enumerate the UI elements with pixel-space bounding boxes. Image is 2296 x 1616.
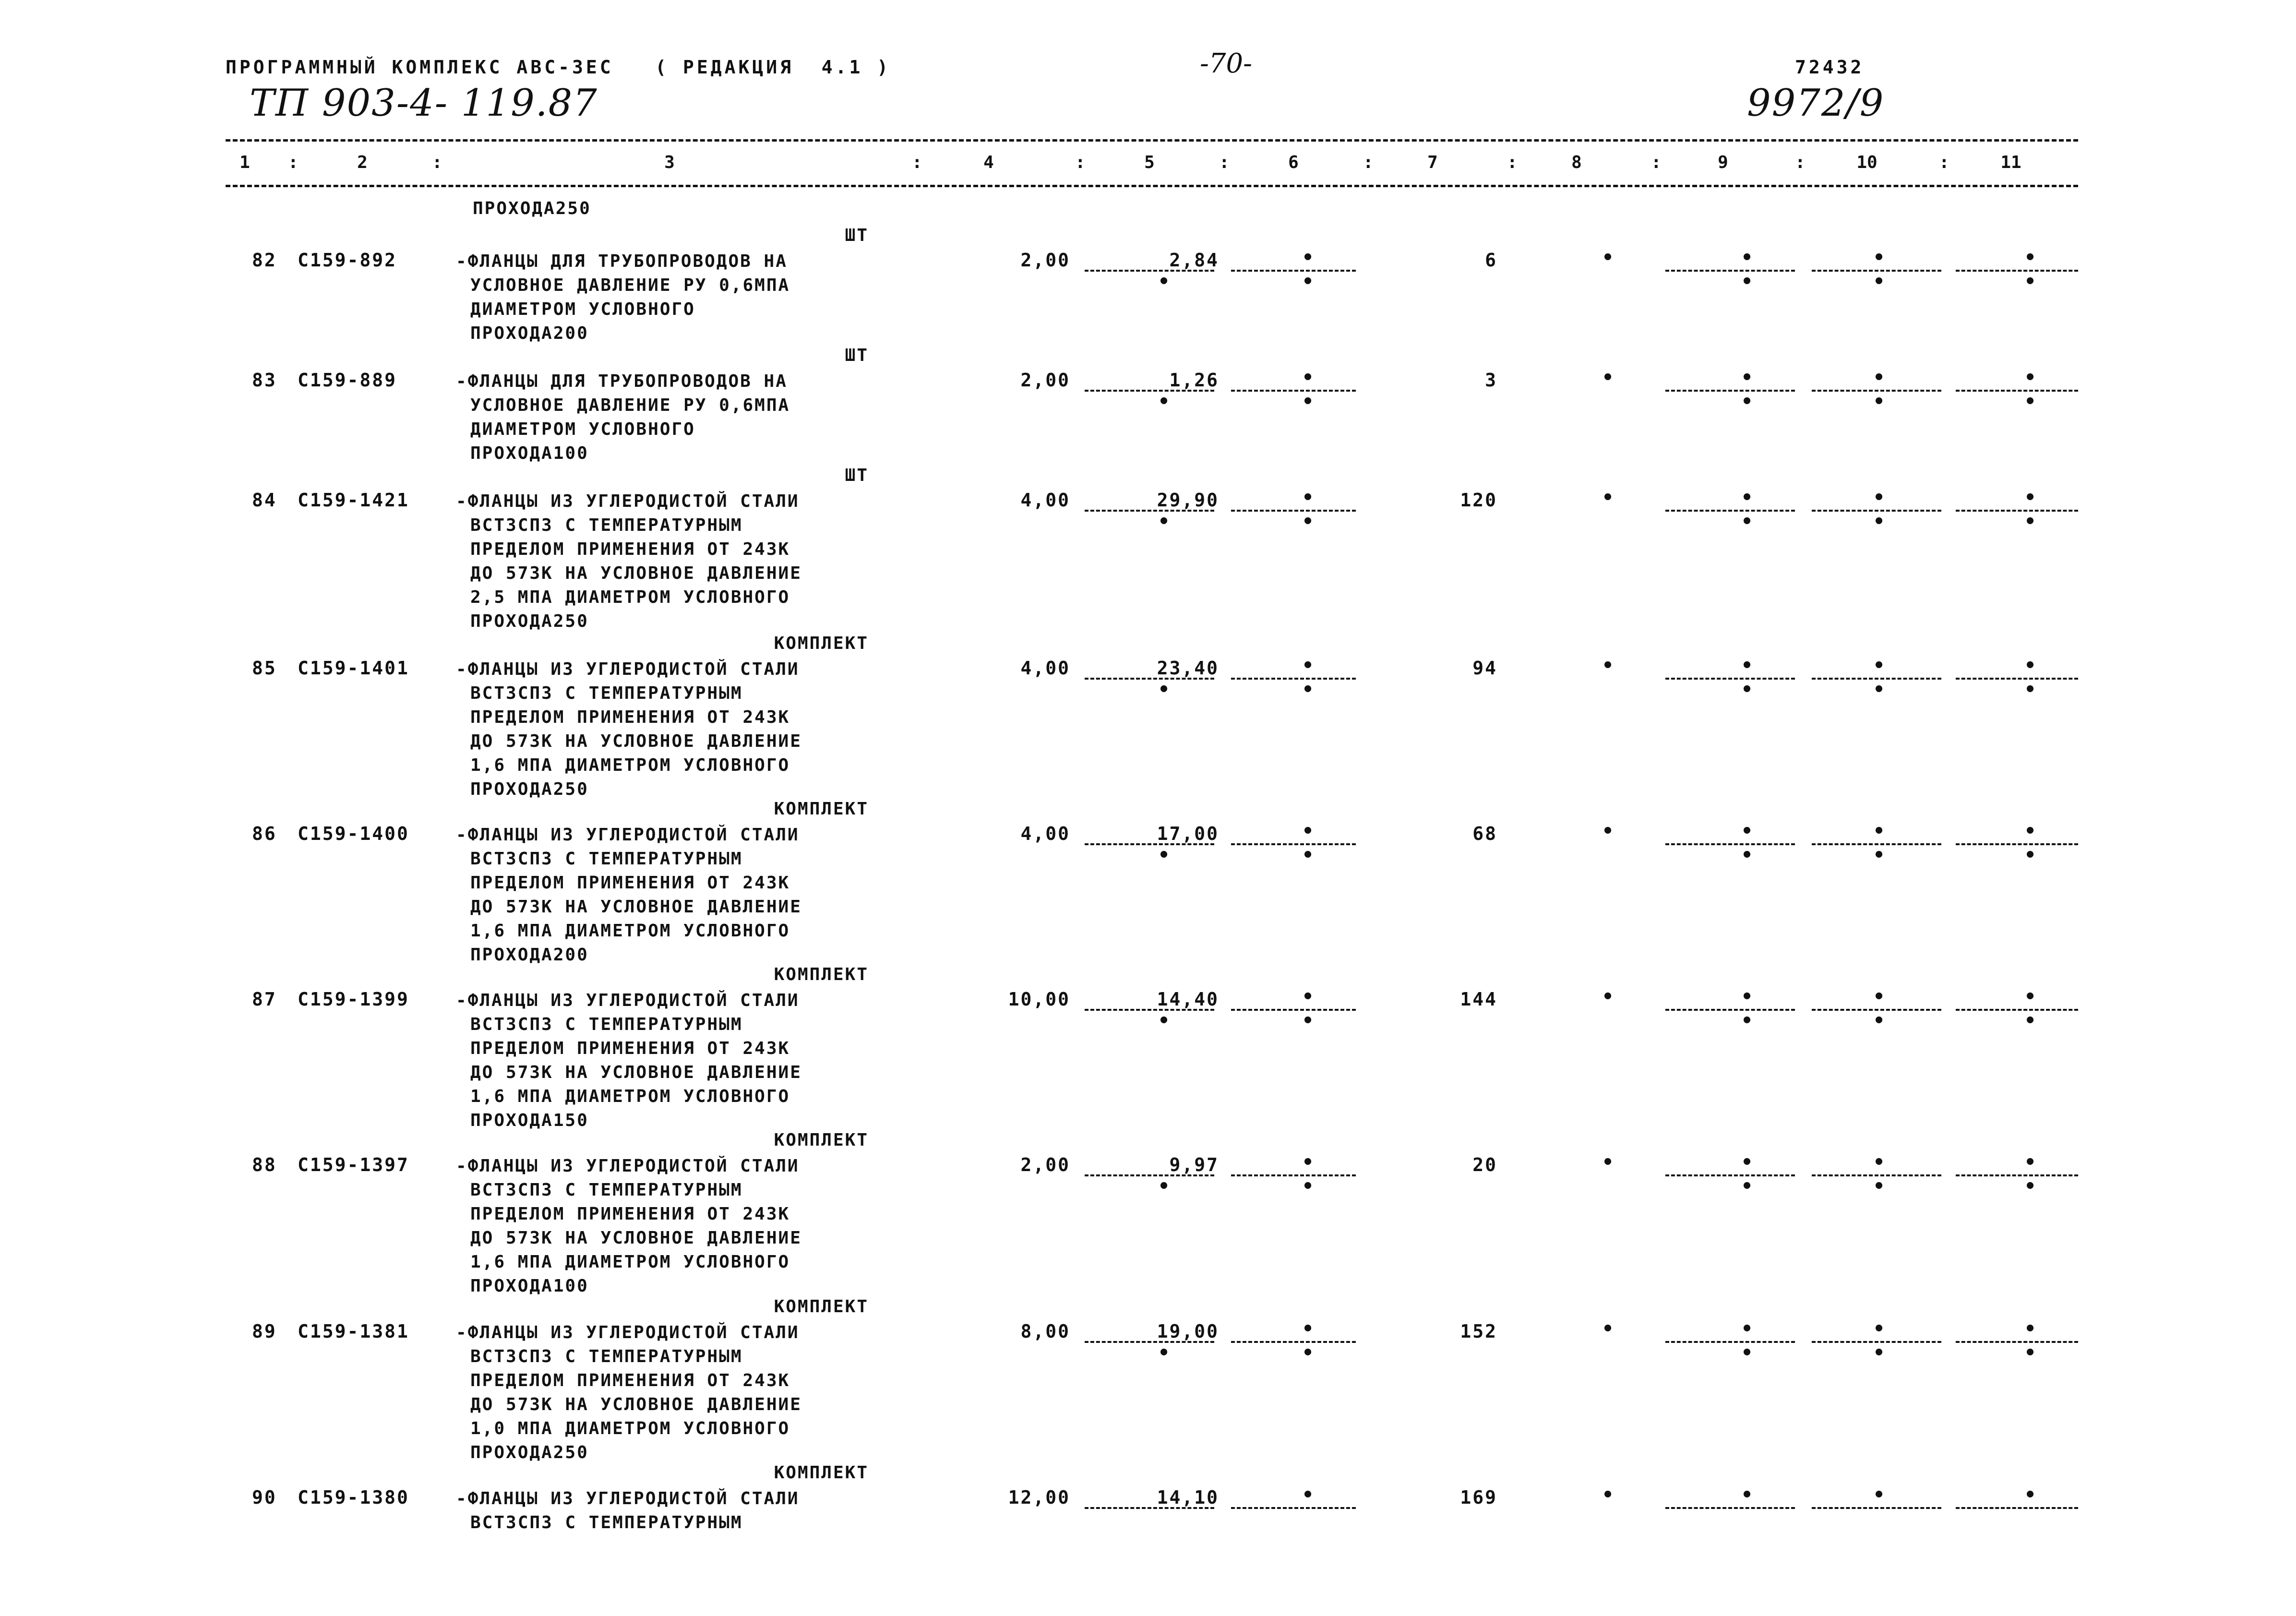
empty-marker: • bbox=[1873, 1010, 1885, 1032]
empty-marker: • bbox=[1741, 1342, 1753, 1364]
description-line: ПРОХОДА150 bbox=[470, 1111, 589, 1130]
description-line: 1,0 МПА ДИАМЕТРОМ УСЛОВНОГО bbox=[470, 1419, 790, 1438]
item-number: 89 bbox=[252, 1321, 277, 1342]
empty-marker: • bbox=[1873, 820, 1885, 842]
empty-marker: • bbox=[1741, 367, 1753, 389]
subtotal-rule bbox=[1956, 1174, 2078, 1176]
description-line: ВСТ3СП3 С ТЕМПЕРАТУРНЫМ bbox=[470, 1513, 743, 1532]
description-line: ДИАМЕТРОМ УСЛОВНОГО bbox=[470, 299, 695, 319]
subtotal-rule bbox=[1231, 510, 1356, 512]
empty-marker: • bbox=[1602, 820, 1614, 842]
column-number: 3 bbox=[664, 153, 675, 172]
empty-marker: • bbox=[1741, 1010, 1753, 1032]
subtotal-rule bbox=[1231, 1341, 1356, 1343]
unit-label: КОМПЛЕКТ bbox=[774, 1297, 869, 1317]
subtotal-rule bbox=[1085, 390, 1214, 392]
quantity-value: 12,00 bbox=[1008, 1487, 1070, 1508]
empty-marker: • bbox=[1602, 487, 1614, 509]
total-cost-value: 94 bbox=[1472, 658, 1497, 679]
description-line: -ФЛАНЦЫ ИЗ УГЛЕРОДИСТОЙ СТАЛИ bbox=[456, 1156, 800, 1176]
description-line: ПРОХОДА250 bbox=[470, 1443, 589, 1462]
empty-marker: • bbox=[1741, 844, 1753, 866]
empty-marker: • bbox=[1302, 986, 1314, 1008]
project-code: ТП 903-4- 119.87 bbox=[250, 82, 598, 125]
quantity-value: 4,00 bbox=[1020, 658, 1070, 679]
description-line: 1,6 МПА ДИАМЕТРОМ УСЛОВНОГО bbox=[470, 1252, 790, 1272]
description-line: -ФЛАНЦЫ ИЗ УГЛЕРОДИСТОЙ СТАЛИ bbox=[456, 1323, 800, 1342]
empty-marker: • bbox=[2024, 1175, 2036, 1197]
empty-marker: • bbox=[1302, 1484, 1314, 1506]
description-line: ПРОХОДА200 bbox=[470, 945, 589, 965]
description-line: -ФЛАНЦЫ ИЗ УГЛЕРОДИСТОЙ СТАЛИ bbox=[456, 825, 800, 845]
empty-marker: • bbox=[1741, 1151, 1753, 1173]
empty-marker: • bbox=[1873, 271, 1885, 293]
empty-marker: • bbox=[1873, 487, 1885, 509]
subtotal-rule bbox=[1231, 678, 1356, 680]
subtotal-rule bbox=[1231, 1507, 1356, 1509]
unit-price-value: 14,10 bbox=[1157, 1487, 1219, 1508]
description-line: ВСТ3СП3 С ТЕМПЕРАТУРНЫМ bbox=[470, 1015, 743, 1034]
column-number: 9 bbox=[1718, 153, 1728, 172]
quantity-value: 2,00 bbox=[1020, 370, 1070, 391]
inventory-number: 9972/9 bbox=[1747, 82, 1885, 125]
top-rule bbox=[226, 139, 2078, 142]
unit-label: ШТ bbox=[845, 466, 869, 485]
subtotal-rule bbox=[1665, 678, 1795, 680]
column-separator: : bbox=[432, 153, 442, 172]
subtotal-rule bbox=[1085, 510, 1214, 512]
total-cost-value: 3 bbox=[1485, 370, 1497, 391]
description-line: ПРЕДЕЛОМ ПРИМЕНЕНИЯ ОТ 243К bbox=[470, 873, 790, 893]
item-description bbox=[456, 989, 802, 1133]
quantity-value: 8,00 bbox=[1020, 1321, 1070, 1342]
description-line: ПРОХОДА100 bbox=[470, 443, 589, 463]
subtotal-rule bbox=[1956, 843, 2078, 845]
subtotal-rule bbox=[1665, 843, 1795, 845]
description-line: ВСТ3СП3 С ТЕМПЕРАТУРНЫМ bbox=[470, 683, 743, 703]
column-separator: : bbox=[1075, 153, 1086, 172]
empty-marker: • bbox=[1302, 679, 1314, 701]
empty-marker: • bbox=[1873, 511, 1885, 533]
description-line: ПРЕДЕЛОМ ПРИМЕНЕНИЯ ОТ 243К bbox=[470, 1371, 790, 1390]
quantity-value: 10,00 bbox=[1008, 989, 1070, 1010]
item-code: С159-889 bbox=[298, 370, 397, 391]
empty-marker: • bbox=[1302, 1151, 1314, 1173]
description-line: ПРОХОДА250 bbox=[470, 611, 589, 631]
subtotal-rule bbox=[1665, 510, 1795, 512]
description-line: ПРОХОДА200 bbox=[470, 323, 589, 343]
total-cost-value: 144 bbox=[1460, 989, 1497, 1010]
column-separator: : bbox=[288, 153, 299, 172]
header-rule bbox=[226, 185, 2078, 187]
unit-price-value: 1,26 bbox=[1169, 370, 1219, 391]
column-number: 11 bbox=[2000, 153, 2021, 172]
subtotal-rule bbox=[1085, 678, 1214, 680]
unit-label: КОМПЛЕКТ bbox=[774, 634, 869, 653]
empty-marker: • bbox=[1158, 1010, 1170, 1032]
empty-marker: • bbox=[1302, 391, 1314, 413]
empty-marker: • bbox=[2024, 367, 2036, 389]
empty-marker: • bbox=[1873, 1175, 1885, 1197]
subtotal-rule bbox=[1085, 1009, 1214, 1011]
empty-marker: • bbox=[1302, 511, 1314, 533]
description-line: -ФЛАНЦЫ ИЗ УГЛЕРОДИСТОЙ СТАЛИ bbox=[456, 491, 800, 511]
empty-marker: • bbox=[1158, 511, 1170, 533]
item-code: С159-1381 bbox=[298, 1321, 409, 1342]
empty-marker: • bbox=[1158, 391, 1170, 413]
description-line: ПРЕДЕЛОМ ПРИМЕНЕНИЯ ОТ 243К bbox=[470, 1039, 790, 1058]
column-number: 2 bbox=[357, 153, 368, 172]
subtotal-rule bbox=[1956, 510, 2078, 512]
empty-marker: • bbox=[1602, 986, 1614, 1008]
empty-marker: • bbox=[2024, 1010, 2036, 1032]
description-line: ДО 573К НА УСЛОВНОЕ ДАВЛЕНИЕ bbox=[470, 897, 802, 917]
empty-marker: • bbox=[1873, 367, 1885, 389]
description-line: УСЛОВНОЕ ДАВЛЕНИЕ РУ 0,6МПА bbox=[470, 395, 790, 415]
column-number: 7 bbox=[1427, 153, 1438, 172]
column-separator: : bbox=[1219, 153, 1230, 172]
empty-marker: • bbox=[1158, 1175, 1170, 1197]
description-line: ДО 573К НА УСЛОВНОЕ ДАВЛЕНИЕ bbox=[470, 731, 802, 751]
subtotal-rule bbox=[1665, 1341, 1795, 1343]
description-line: ДО 573К НА УСЛОВНОЕ ДАВЛЕНИЕ bbox=[470, 1395, 802, 1414]
column-number: 6 bbox=[1288, 153, 1299, 172]
empty-marker: • bbox=[1602, 367, 1614, 389]
empty-marker: • bbox=[2024, 391, 2036, 413]
item-number: 90 bbox=[252, 1487, 277, 1508]
unit-label: ШТ bbox=[845, 226, 869, 245]
program-title: ПРОГРАММНЫЙ КОМПЛЕКС АВС-3ЕС ( РЕДАКЦИЯ 4.1 ) bbox=[226, 57, 891, 78]
empty-marker: • bbox=[2024, 247, 2036, 269]
item-number: 88 bbox=[252, 1154, 277, 1175]
item-code: С159-1380 bbox=[298, 1487, 409, 1508]
subtotal-rule bbox=[1956, 270, 2078, 272]
subtotal-rule bbox=[1231, 843, 1356, 845]
description-line: ВСТ3СП3 С ТЕМПЕРАТУРНЫМ bbox=[470, 1347, 743, 1366]
quantity-value: 4,00 bbox=[1020, 490, 1070, 511]
page-number: -70- bbox=[1200, 48, 1253, 79]
unit-label: КОМПЛЕКТ bbox=[774, 1130, 869, 1150]
description-line: -ФЛАНЦЫ ИЗ УГЛЕРОДИСТОЙ СТАЛИ bbox=[456, 1489, 800, 1508]
subtotal-rule bbox=[1085, 1341, 1214, 1343]
item-code: С159-1400 bbox=[298, 823, 409, 844]
item-description bbox=[456, 370, 790, 466]
subtotal-rule bbox=[1231, 390, 1356, 392]
subtotal-rule bbox=[1956, 678, 2078, 680]
item-description bbox=[456, 823, 802, 967]
total-cost-value: 68 bbox=[1472, 823, 1497, 844]
unit-price-value: 29,90 bbox=[1157, 490, 1219, 511]
subtotal-rule bbox=[1231, 270, 1356, 272]
document-number: 72432 bbox=[1795, 57, 1865, 78]
description-line: ВСТ3СП3 С ТЕМПЕРАТУРНЫМ bbox=[470, 1180, 743, 1200]
empty-marker: • bbox=[2024, 820, 2036, 842]
empty-marker: • bbox=[1741, 511, 1753, 533]
empty-marker: • bbox=[1158, 1342, 1170, 1364]
empty-marker: • bbox=[1741, 1175, 1753, 1197]
unit-label: ШТ bbox=[845, 346, 869, 365]
column-separator: : bbox=[1939, 153, 1949, 172]
empty-marker: • bbox=[1602, 1151, 1614, 1173]
empty-marker: • bbox=[1741, 391, 1753, 413]
empty-marker: • bbox=[1873, 247, 1885, 269]
empty-marker: • bbox=[1741, 271, 1753, 293]
column-number: 5 bbox=[1144, 153, 1155, 172]
item-code: С159-1421 bbox=[298, 490, 409, 511]
empty-marker: • bbox=[1302, 1010, 1314, 1032]
item-code: С159-1397 bbox=[298, 1154, 409, 1175]
empty-marker: • bbox=[1873, 986, 1885, 1008]
empty-marker: • bbox=[1158, 271, 1170, 293]
column-separator: : bbox=[912, 153, 922, 172]
empty-marker: • bbox=[1873, 1342, 1885, 1364]
empty-marker: • bbox=[1302, 820, 1314, 842]
subtotal-rule bbox=[1665, 390, 1795, 392]
description-line: -ФЛАНЦЫ ДЛЯ ТРУБОПРОВОДОВ НА bbox=[456, 371, 788, 391]
empty-marker: • bbox=[1741, 655, 1753, 677]
empty-marker: • bbox=[2024, 844, 2036, 866]
column-number: 8 bbox=[1571, 153, 1582, 172]
empty-marker: • bbox=[1602, 247, 1614, 269]
unit-price-value: 14,40 bbox=[1157, 989, 1219, 1010]
column-separator: : bbox=[1795, 153, 1806, 172]
column-number: 1 bbox=[239, 153, 250, 172]
item-description bbox=[456, 658, 802, 802]
empty-marker: • bbox=[2024, 1151, 2036, 1173]
unit-label: КОМПЛЕКТ bbox=[774, 799, 869, 819]
total-cost-value: 20 bbox=[1472, 1154, 1497, 1175]
empty-marker: • bbox=[1158, 844, 1170, 866]
description-line: ПРЕДЕЛОМ ПРИМЕНЕНИЯ ОТ 243К bbox=[470, 1204, 790, 1224]
subtotal-rule bbox=[1085, 843, 1214, 845]
unit-price-value: 17,00 bbox=[1157, 823, 1219, 844]
description-line: ПРЕДЕЛОМ ПРИМЕНЕНИЯ ОТ 243К bbox=[470, 707, 790, 727]
subtotal-rule bbox=[1956, 1009, 2078, 1011]
subtotal-rule bbox=[1665, 1009, 1795, 1011]
empty-marker: • bbox=[2024, 655, 2036, 677]
description-line: 1,6 МПА ДИАМЕТРОМ УСЛОВНОГО bbox=[470, 921, 790, 941]
empty-marker: • bbox=[1302, 367, 1314, 389]
empty-marker: • bbox=[1873, 655, 1885, 677]
empty-marker: • bbox=[1873, 1484, 1885, 1506]
column-separator: : bbox=[1507, 153, 1518, 172]
total-cost-value: 120 bbox=[1460, 490, 1497, 511]
empty-marker: • bbox=[1873, 1151, 1885, 1173]
description-line: 1,6 МПА ДИАМЕТРОМ УСЛОВНОГО bbox=[470, 1087, 790, 1106]
item-code: С159-1399 bbox=[298, 989, 409, 1010]
column-number: 10 bbox=[1856, 153, 1877, 172]
empty-marker: • bbox=[1602, 655, 1614, 677]
empty-marker: • bbox=[1873, 844, 1885, 866]
subtotal-rule bbox=[1956, 1507, 2078, 1509]
total-cost-value: 169 bbox=[1460, 1487, 1497, 1508]
empty-marker: • bbox=[1302, 1318, 1314, 1340]
subtotal-rule bbox=[1085, 1507, 1214, 1509]
total-cost-value: 6 bbox=[1485, 250, 1497, 271]
empty-marker: • bbox=[1302, 1342, 1314, 1364]
item-number: 85 bbox=[252, 658, 277, 679]
item-description bbox=[456, 250, 790, 346]
subtotal-rule bbox=[1665, 270, 1795, 272]
item-description bbox=[456, 490, 802, 634]
description-line: УСЛОВНОЕ ДАВЛЕНИЕ РУ 0,6МПА bbox=[470, 275, 790, 295]
item-number: 83 bbox=[252, 370, 277, 391]
subtotal-rule bbox=[1956, 1341, 2078, 1343]
empty-marker: • bbox=[1741, 1484, 1753, 1506]
empty-marker: • bbox=[2024, 1484, 2036, 1506]
subtotal-rule bbox=[1812, 1507, 1941, 1509]
empty-marker: • bbox=[2024, 1318, 2036, 1340]
description-line: -ФЛАНЦЫ ИЗ УГЛЕРОДИСТОЙ СТАЛИ bbox=[456, 991, 800, 1010]
empty-marker: • bbox=[1741, 1318, 1753, 1340]
item-description bbox=[456, 1487, 800, 1535]
empty-marker: • bbox=[2024, 679, 2036, 701]
subtotal-rule bbox=[1956, 390, 2078, 392]
quantity-value: 2,00 bbox=[1020, 1154, 1070, 1175]
unit-price-value: 2,84 bbox=[1169, 250, 1219, 271]
description-line: ДИАМЕТРОМ УСЛОВНОГО bbox=[470, 419, 695, 439]
description-line: 2,5 МПА ДИАМЕТРОМ УСЛОВНОГО bbox=[470, 587, 790, 607]
empty-marker: • bbox=[1302, 1175, 1314, 1197]
empty-marker: • bbox=[1741, 679, 1753, 701]
column-number: 4 bbox=[983, 153, 994, 172]
unit-price-value: 23,40 bbox=[1157, 658, 1219, 679]
subtotal-rule bbox=[1665, 1507, 1795, 1509]
column-separator: : bbox=[1651, 153, 1662, 172]
empty-marker: • bbox=[1302, 271, 1314, 293]
item-description bbox=[456, 1154, 802, 1298]
subtotal-rule bbox=[1085, 270, 1214, 272]
unit-price-value: 19,00 bbox=[1157, 1321, 1219, 1342]
unit-label: КОМПЛЕКТ bbox=[774, 965, 869, 984]
empty-marker: • bbox=[1302, 844, 1314, 866]
description-line: -ФЛАНЦЫ ИЗ УГЛЕРОДИСТОЙ СТАЛИ bbox=[456, 659, 800, 679]
subtotal-rule bbox=[1085, 1174, 1214, 1176]
unit-price-value: 9,97 bbox=[1169, 1154, 1219, 1175]
empty-marker: • bbox=[2024, 1342, 2036, 1364]
subtotal-rule bbox=[1231, 1174, 1356, 1176]
description-line: -ФЛАНЦЫ ДЛЯ ТРУБОПРОВОДОВ НА bbox=[456, 251, 788, 271]
quantity-value: 4,00 bbox=[1020, 823, 1070, 844]
empty-marker: • bbox=[2024, 511, 2036, 533]
empty-marker: • bbox=[1873, 1318, 1885, 1340]
empty-marker: • bbox=[2024, 271, 2036, 293]
item-number: 87 bbox=[252, 989, 277, 1010]
description-line: 1,6 МПА ДИАМЕТРОМ УСЛОВНОГО bbox=[470, 755, 790, 775]
total-cost-value: 152 bbox=[1460, 1321, 1497, 1342]
description-line: ПРОХОДА100 bbox=[470, 1276, 589, 1296]
empty-marker: • bbox=[2024, 986, 2036, 1008]
carryover-line: ПРОХОДА250 bbox=[473, 199, 591, 218]
empty-marker: • bbox=[1741, 986, 1753, 1008]
description-line: ВСТ3СП3 С ТЕМПЕРАТУРНЫМ bbox=[470, 515, 743, 535]
empty-marker: • bbox=[1302, 247, 1314, 269]
subtotal-rule bbox=[1231, 1009, 1356, 1011]
item-code: С159-1401 bbox=[298, 658, 409, 679]
description-line: ПРОХОДА250 bbox=[470, 779, 589, 799]
item-code: С159-892 bbox=[298, 250, 397, 271]
description-line: ДО 573К НА УСЛОВНОЕ ДАВЛЕНИЕ bbox=[470, 1063, 802, 1082]
empty-marker: • bbox=[1873, 391, 1885, 413]
description-line: ПРЕДЕЛОМ ПРИМЕНЕНИЯ ОТ 243К bbox=[470, 539, 790, 559]
item-number: 82 bbox=[252, 250, 277, 271]
empty-marker: • bbox=[1741, 820, 1753, 842]
empty-marker: • bbox=[1741, 247, 1753, 269]
description-line: ВСТ3СП3 С ТЕМПЕРАТУРНЫМ bbox=[470, 849, 743, 869]
empty-marker: • bbox=[1302, 487, 1314, 509]
empty-marker: • bbox=[1873, 679, 1885, 701]
empty-marker: • bbox=[1741, 487, 1753, 509]
empty-marker: • bbox=[1302, 655, 1314, 677]
column-separator: : bbox=[1363, 153, 1374, 172]
empty-marker: • bbox=[1602, 1484, 1614, 1506]
item-description bbox=[456, 1321, 802, 1465]
description-line: ДО 573К НА УСЛОВНОЕ ДАВЛЕНИЕ bbox=[470, 1228, 802, 1248]
empty-marker: • bbox=[2024, 487, 2036, 509]
description-line: ДО 573К НА УСЛОВНОЕ ДАВЛЕНИЕ bbox=[470, 563, 802, 583]
quantity-value: 2,00 bbox=[1020, 250, 1070, 271]
item-number: 84 bbox=[252, 490, 277, 511]
empty-marker: • bbox=[1602, 1318, 1614, 1340]
subtotal-rule bbox=[1665, 1174, 1795, 1176]
empty-marker: • bbox=[1158, 679, 1170, 701]
item-number: 86 bbox=[252, 823, 277, 844]
unit-label: КОМПЛЕКТ bbox=[774, 1463, 869, 1483]
